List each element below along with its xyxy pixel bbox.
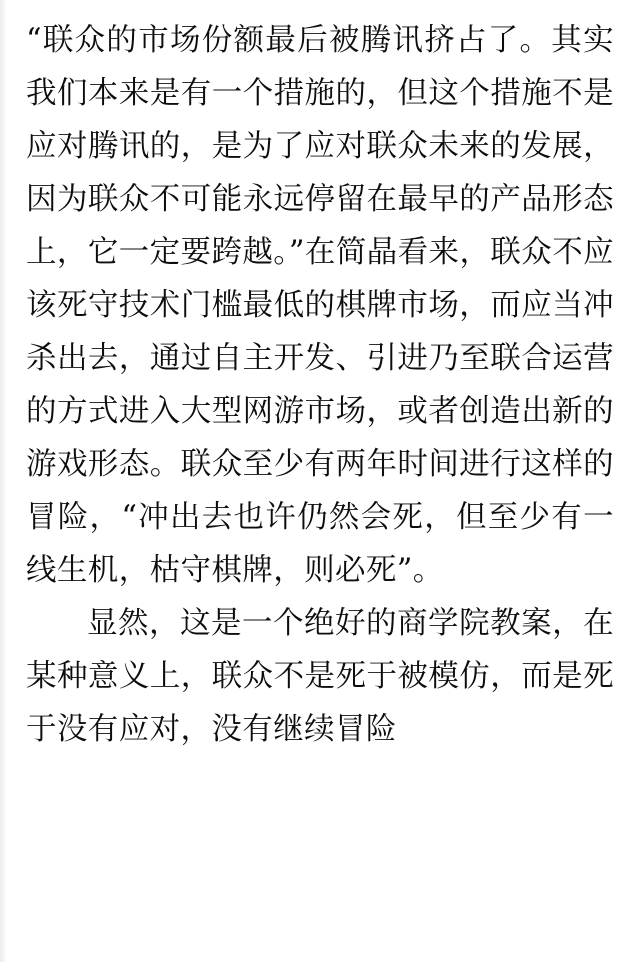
page-left-edge-shadow	[0, 0, 7, 972]
paragraph-2: 显然，这是一个绝好的商学院教案，在某种意义上，联众不是死于被模仿，而是死于没有应对，没有继续冒险	[26, 606, 614, 747]
paragraph-1: “联众的市场份额最后被腾讯挤占了。其实我们本来是有一个措施的，但这个措施不是应对腾讯的，是为了应对联众未来的发展，因为联众不可能永远停留在最早的产品形态上，它一定要跨越。”在简晶看来，联众不应该死守技术门槛最低的棋牌市场，而应当冲杀出去，通过自主开发、引进乃至联合运营的方式进入大型网游市场，或者创造出新的游戏形态。联众至少有两年时间进行这样的冒险，“冲出去也许仍然会死，但至少有一线生机，枯守棋牌，则必死”。	[26, 23, 614, 588]
page-bottom-edge	[0, 962, 640, 972]
